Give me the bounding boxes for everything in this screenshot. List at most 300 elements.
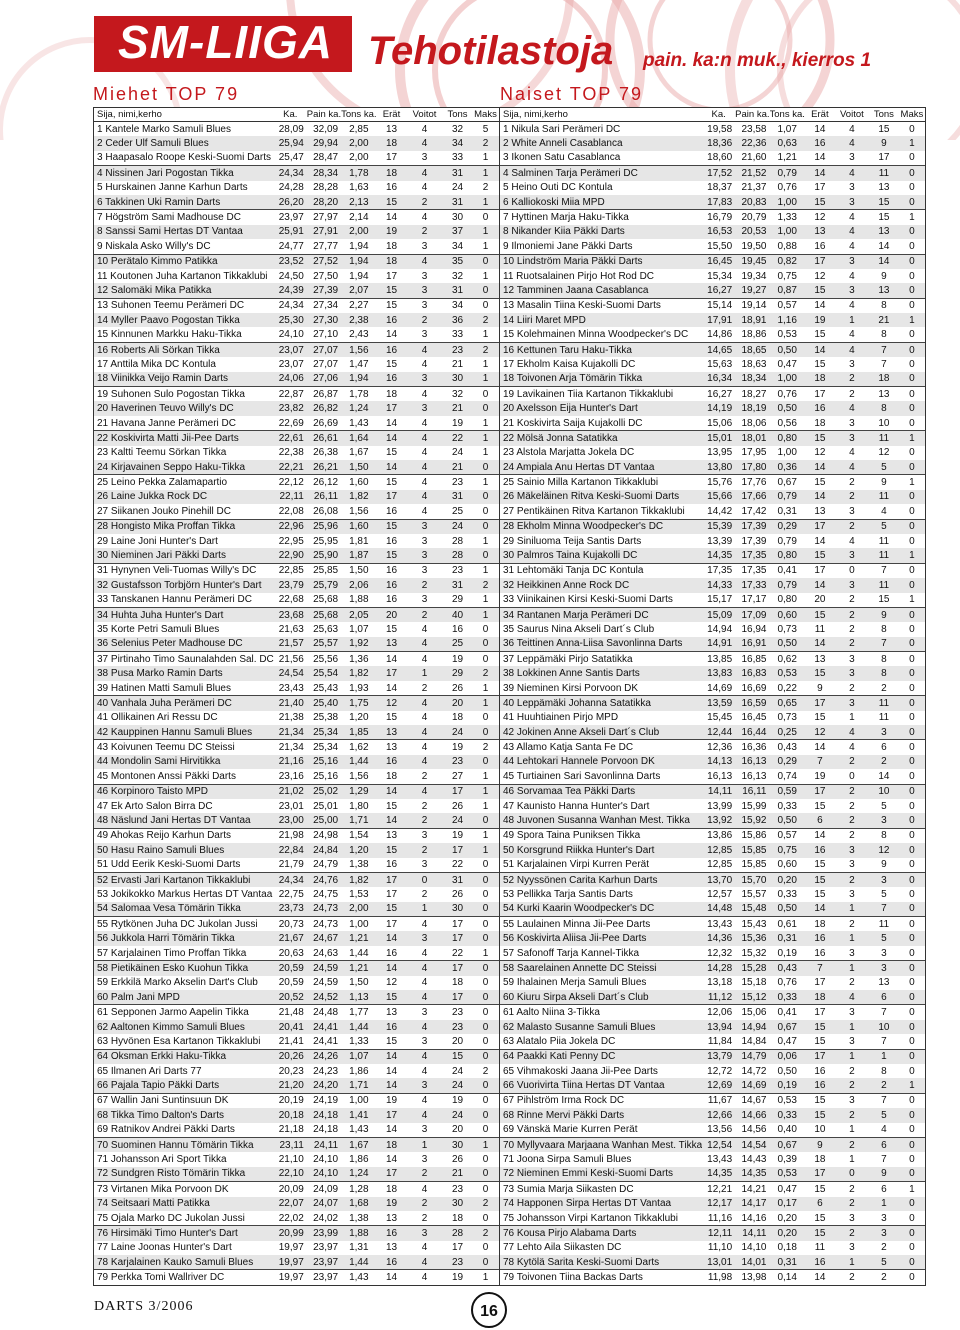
cell-wins: 3 — [421, 329, 428, 341]
cell-weighted-avg: 24,48 — [313, 1007, 339, 1019]
cell-ton-avg: 0,74 — [777, 770, 797, 782]
rank: 51 — [503, 859, 515, 871]
player-name-club: Lehtomäki Tanja DC Kontula — [516, 565, 644, 577]
player-name-club: Koskivirta Saija Kujakolli DC — [516, 417, 643, 429]
player-rank-name-club — [94, 799, 274, 813]
cell-max: 0 — [899, 666, 925, 680]
rank: 33 — [503, 594, 515, 606]
cell-wins: 3 — [421, 1007, 428, 1019]
cell-legs: 14 — [377, 813, 407, 828]
cell-legs: 15 — [814, 477, 826, 489]
table-row — [500, 1034, 925, 1049]
player-rank-name-club — [94, 740, 274, 754]
cell-weighted-avg: 14,11 — [735, 1226, 769, 1240]
cell-avg: 21,63 — [278, 623, 304, 635]
cell-max: 0 — [473, 460, 499, 475]
cell-avg: 20,26 — [274, 1050, 307, 1064]
player-name-club: Axelsson Eija Hunter's Dart — [516, 403, 638, 415]
cell-ton-avg: 0,47 — [777, 1183, 797, 1195]
cell-avg: 20,59 — [278, 977, 304, 989]
cell-ton-avg: 1,71 — [341, 1078, 376, 1093]
rank: 25 — [97, 477, 109, 489]
cell-weighted-avg: 25,01 — [313, 800, 339, 812]
cell-wins: 2 — [849, 1183, 855, 1195]
cell-avg: 24,10 — [278, 329, 304, 341]
cell-ton-avg: 1,00 — [770, 225, 805, 239]
table-row — [500, 136, 925, 150]
player-name-club: Kirjavainen Seppo Haku-Tikka — [110, 461, 246, 473]
cell-max: 1 — [482, 417, 489, 429]
cell-wins: 1 — [407, 902, 443, 917]
cell-legs: 17 — [377, 401, 407, 415]
cell-tons: 25 — [443, 637, 473, 652]
cell-max: 0 — [473, 1167, 499, 1182]
cell-max: 0 — [482, 212, 489, 224]
player-rank-name-club — [94, 225, 274, 239]
rank: 8 — [97, 226, 103, 238]
table-row — [94, 1020, 499, 1034]
rank: 1 — [97, 123, 103, 135]
cell-ton-avg: 1,82 — [341, 490, 376, 504]
cell-tons: 24 — [443, 725, 473, 740]
cell-max: 1 — [473, 225, 499, 239]
cell-ton-avg: 0,19 — [770, 1078, 805, 1093]
player-name-club: Ekholm Kaisa Kujakolli DC — [516, 358, 636, 370]
cell-weighted-avg: 26,12 — [313, 477, 339, 489]
cell-legs: 13 — [385, 123, 398, 135]
cell-avg: 22,75 — [278, 889, 304, 900]
cell-max: 1 — [473, 843, 499, 857]
cell-tons: 2 — [869, 1078, 899, 1093]
cell-ton-avg: 0,43 — [770, 961, 805, 975]
cell-legs: 19 — [377, 1197, 407, 1211]
cell-weighted-avg: 25,34 — [307, 725, 341, 740]
cell-avg: 17,83 — [702, 195, 735, 210]
cell-max: 0 — [482, 1242, 489, 1254]
cell-ton-avg: 1,07 — [341, 1050, 376, 1064]
cell-tons: 7 — [869, 343, 899, 357]
table-row — [94, 666, 499, 680]
cell-wins: 3 — [849, 182, 855, 194]
rank: 67 — [97, 1095, 109, 1107]
player-rank-name-club — [500, 1241, 702, 1255]
player-name-club: Perätalo Kimmo Patikka — [110, 256, 218, 268]
player-rank-name-club — [94, 755, 274, 769]
player-rank-name-club — [500, 283, 702, 298]
player-rank-name-club — [500, 548, 702, 563]
cell-ton-avg: 1,75 — [341, 696, 376, 710]
women-header-row — [500, 108, 925, 122]
cell-legs: 16 — [377, 313, 407, 327]
rank: 60 — [503, 991, 515, 1003]
table-row — [94, 1241, 499, 1255]
cell-ton-avg: 0,33 — [777, 800, 797, 812]
player-rank-name-club — [94, 681, 274, 696]
cell-tons: 3 — [869, 813, 899, 828]
table-row — [94, 1270, 499, 1284]
cell-weighted-avg: 15,06 — [741, 1007, 767, 1019]
player-rank-name-club — [94, 608, 274, 622]
player-name-club: Happonen Sirpa Hertas DT Vantaa — [516, 1198, 672, 1210]
player-name-club: Pihlström Irma Rock DC — [516, 1095, 625, 1107]
cell-weighted-avg: 16,45 — [741, 712, 767, 724]
cell-ton-avg: 2,13 — [341, 195, 376, 210]
table-row — [500, 1094, 925, 1108]
cell-ton-avg: 1,56 — [341, 343, 376, 357]
player-name-club: Aaltonen Kimmo Samuli Blues — [110, 1021, 245, 1033]
cell-avg: 21,10 — [278, 1154, 304, 1166]
cell-legs: 12 — [814, 270, 826, 282]
cell-legs: 14 — [385, 653, 398, 665]
cell-tons: 5 — [869, 460, 899, 475]
cell-legs: 13 — [377, 637, 407, 652]
col-header-avg: Ka. — [274, 108, 307, 122]
table-row — [94, 283, 499, 298]
player-name-club: Alstola Marjatta Jokela DC — [516, 447, 635, 459]
cell-tons: 19 — [451, 417, 464, 429]
table-row — [94, 299, 499, 313]
cell-tons: 17 — [443, 931, 473, 945]
rank: 45 — [97, 770, 109, 782]
table-row — [500, 637, 925, 652]
cell-wins: 2 — [849, 1065, 855, 1077]
cell-avg: 22,10 — [274, 1167, 307, 1182]
cell-legs: 14 — [805, 343, 835, 357]
table-row — [500, 490, 925, 504]
table-row — [94, 622, 499, 636]
cell-weighted-avg: 24,52 — [307, 990, 341, 1005]
cell-legs: 14 — [805, 490, 835, 504]
rank: 58 — [97, 962, 109, 974]
player-name-club: Koivunen Teemu DC Steissi — [110, 742, 235, 754]
cell-weighted-avg: 25,40 — [307, 696, 341, 710]
rank: 7 — [503, 212, 509, 224]
player-name-club: Haapasalo Roope Keski-Suomi Darts — [105, 152, 271, 164]
cell-max: 0 — [899, 1226, 925, 1240]
player-name-club: Pietikäinen Esko Kuohun Tikka — [110, 962, 249, 974]
player-rank-name-club — [94, 1226, 274, 1240]
rank: 49 — [503, 830, 515, 842]
cell-weighted-avg: 24,23 — [313, 1065, 339, 1077]
cell-tons: 1 — [869, 1197, 899, 1211]
cell-weighted-avg: 26,87 — [313, 388, 339, 400]
player-rank-name-club — [500, 564, 702, 578]
cell-max: 5 — [482, 123, 489, 135]
cell-legs: 19 — [805, 313, 835, 327]
cell-tons: 19 — [451, 742, 464, 754]
cell-max: 1 — [482, 565, 489, 577]
cell-ton-avg: 0,53 — [777, 329, 797, 341]
cell-ton-avg: 2,85 — [349, 123, 369, 135]
player-rank-name-club — [94, 372, 274, 387]
cell-weighted-avg: 25,02 — [307, 785, 341, 799]
cell-tons: 33 — [451, 152, 464, 164]
player-rank-name-club — [500, 637, 702, 652]
cell-legs: 9 — [817, 682, 823, 694]
cell-tons: 6 — [869, 990, 899, 1005]
cell-ton-avg: 2,07 — [341, 283, 376, 298]
rank: 36 — [503, 638, 515, 650]
cell-ton-avg: 1,78 — [349, 388, 369, 400]
rank: 54 — [503, 903, 515, 915]
cell-wins: 3 — [421, 1154, 428, 1166]
cell-max: 0 — [909, 505, 915, 517]
cell-wins: 4 — [407, 460, 443, 475]
cell-max: 0 — [473, 873, 499, 887]
table-row — [500, 166, 925, 180]
cell-wins: 4 — [421, 977, 428, 989]
cell-tons: 9 — [869, 136, 899, 150]
player-rank-name-club — [500, 1050, 702, 1064]
cell-weighted-avg: 16,91 — [735, 637, 769, 652]
cell-wins: 4 — [835, 343, 869, 357]
player-rank-name-club — [94, 1123, 274, 1138]
cell-weighted-avg: 14,56 — [741, 1124, 767, 1136]
cell-tons: 15 — [878, 123, 890, 135]
cell-legs: 13 — [385, 1007, 398, 1019]
cell-wins: 3 — [421, 535, 428, 547]
rank: 64 — [503, 1051, 515, 1063]
cell-ton-avg: 0,06 — [770, 1050, 805, 1064]
cell-legs: 14 — [385, 329, 398, 341]
cell-wins: 2 — [835, 1138, 869, 1152]
table-row — [94, 1034, 499, 1049]
cell-legs: 15 — [814, 1212, 826, 1224]
cell-weighted-avg: 28,34 — [307, 166, 341, 180]
table-row — [500, 711, 925, 725]
cell-avg: 23,73 — [274, 902, 307, 917]
table-row — [94, 902, 499, 917]
table-row — [500, 902, 925, 917]
cell-tons: 7 — [881, 565, 887, 577]
cell-tons: 3 — [881, 947, 887, 959]
cell-weighted-avg: 19,34 — [741, 270, 767, 282]
cell-max: 2 — [473, 578, 499, 592]
cell-ton-avg: 0,57 — [777, 830, 797, 842]
cell-ton-avg: 1,00 — [770, 372, 805, 387]
cell-weighted-avg: 14,01 — [735, 1255, 769, 1270]
cell-avg: 16,53 — [702, 225, 735, 239]
cell-ton-avg: 2,43 — [349, 329, 369, 341]
cell-max: 1 — [473, 195, 499, 210]
cell-ton-avg: 1,80 — [349, 800, 369, 812]
cell-weighted-avg: 24,18 — [313, 1124, 339, 1136]
cell-weighted-avg: 25,38 — [313, 712, 339, 724]
table-row — [94, 181, 499, 195]
player-name-club: Kalliokoski Miia MPD — [511, 196, 605, 208]
table-row — [94, 490, 499, 504]
cell-max: 1 — [482, 947, 489, 959]
rank: 6 — [503, 196, 509, 208]
cell-legs: 15 — [805, 666, 835, 680]
player-rank-name-club — [500, 210, 702, 224]
cell-weighted-avg: 26,21 — [307, 460, 341, 475]
cell-avg: 20,52 — [274, 990, 307, 1005]
player-rank-name-club — [94, 1182, 274, 1196]
cell-legs: 18 — [385, 770, 398, 782]
cell-ton-avg: 1,21 — [341, 961, 376, 975]
cell-legs: 13 — [377, 725, 407, 740]
cell-tons: 20 — [451, 1035, 464, 1047]
cell-avg: 24,50 — [278, 270, 304, 282]
cell-weighted-avg: 19,27 — [735, 283, 769, 298]
cell-legs: 14 — [814, 300, 826, 312]
cell-avg: 19,97 — [274, 1255, 307, 1270]
cell-avg: 11,98 — [707, 1272, 733, 1284]
table-row — [94, 681, 499, 696]
cell-tons: 5 — [869, 520, 899, 534]
cell-legs: 15 — [814, 1095, 826, 1107]
cell-wins: 4 — [835, 990, 869, 1005]
player-rank-name-club — [94, 1255, 274, 1270]
women-section-title: Naiset TOP 79 — [500, 84, 644, 104]
rank: 40 — [503, 697, 515, 709]
cell-wins: 3 — [407, 372, 443, 387]
cell-avg: 13,18 — [707, 977, 733, 989]
cell-wins: 4 — [407, 1108, 443, 1122]
cell-max: 0 — [473, 1108, 499, 1122]
player-name-club: Selenius Peter Madhouse DC — [110, 638, 243, 650]
cell-max: 0 — [909, 947, 915, 959]
rank: 56 — [503, 933, 515, 945]
cell-max: 0 — [909, 623, 915, 635]
cell-avg: 12,54 — [702, 1138, 735, 1152]
col-header-wins: Voitot — [835, 108, 869, 122]
player-name-club: Korte Petri Samuli Blues — [110, 623, 220, 635]
rank: 31 — [97, 565, 109, 577]
cell-ton-avg: 0,82 — [770, 255, 805, 269]
player-name-club: Pusa Marko Ramin Darts — [110, 668, 223, 680]
player-rank-name-club — [94, 343, 274, 357]
player-name-club: Hyttinen Marja Haku-Tikka — [511, 212, 629, 224]
cell-wins: 4 — [835, 136, 869, 150]
player-name-club: Toivonen Arja Tömärin Tikka — [516, 373, 643, 385]
player-rank-name-club — [500, 166, 702, 180]
cell-max: 1 — [482, 358, 489, 370]
cell-legs: 16 — [377, 1255, 407, 1270]
cell-legs: 16 — [385, 594, 398, 606]
cell-wins: 3 — [421, 830, 428, 842]
cell-avg: 21,41 — [278, 1035, 304, 1047]
cell-wins: 2 — [407, 1167, 443, 1182]
player-rank-name-club — [94, 446, 274, 460]
cell-avg: 14,94 — [707, 623, 733, 635]
table-row — [500, 269, 925, 283]
cell-legs: 17 — [377, 1108, 407, 1122]
cell-ton-avg: 0,29 — [770, 755, 805, 769]
rank: 29 — [97, 535, 109, 547]
rank: 31 — [503, 565, 515, 577]
cell-weighted-avg: 27,34 — [313, 300, 339, 312]
player-name-club: Ojala Marko DC Jukolan Jussi — [110, 1212, 245, 1224]
cell-tons: 23 — [443, 343, 473, 357]
cell-avg: 20,59 — [274, 961, 307, 975]
cell-wins: 3 — [835, 255, 869, 269]
rank: 73 — [503, 1183, 515, 1195]
player-name-club: Sepponen Jarmo Aapelin Tikka — [110, 1007, 249, 1019]
cell-tons: 7 — [881, 1007, 887, 1019]
cell-avg: 12,11 — [702, 1226, 735, 1240]
cell-legs: 15 — [805, 1226, 835, 1240]
rank: 34 — [503, 609, 515, 621]
player-name-club: Turtiainen Sari Savonlinna Darts — [516, 770, 661, 782]
player-rank-name-club — [94, 887, 274, 901]
player-name-club: Suhonen Teemu Perämeri DC — [110, 300, 245, 312]
player-name-club: Salomaa Vesa Tömärin Tikka — [110, 903, 241, 915]
cell-wins: 4 — [421, 947, 428, 959]
player-rank-name-club — [94, 210, 274, 224]
cell-tons: 31 — [443, 283, 473, 298]
player-rank-name-club — [500, 122, 702, 137]
cell-tons: 9 — [881, 859, 887, 871]
rank: 12 — [97, 284, 109, 296]
cell-ton-avg: 0,60 — [770, 608, 805, 622]
cell-max: 0 — [482, 1212, 489, 1224]
cell-legs: 14 — [814, 535, 826, 547]
cell-max: 0 — [909, 152, 915, 164]
player-rank-name-club — [94, 1020, 274, 1034]
table-row — [94, 372, 499, 387]
cell-legs: 15 — [385, 1035, 398, 1047]
player-rank-name-club — [500, 931, 702, 945]
cell-ton-avg: 0,76 — [777, 388, 797, 400]
cell-weighted-avg: 17,17 — [741, 594, 767, 606]
cell-tons: 28 — [443, 1226, 473, 1240]
cell-max: 2 — [473, 1197, 499, 1211]
table-row — [500, 1005, 925, 1019]
cell-legs: 14 — [385, 682, 398, 694]
cell-ton-avg: 0,56 — [777, 417, 797, 429]
table-row — [94, 946, 499, 961]
cell-ton-avg: 1,67 — [341, 1138, 376, 1152]
cell-wins: 4 — [835, 225, 869, 239]
cell-tons: 11 — [869, 166, 899, 180]
cell-max: 1 — [482, 447, 489, 459]
player-rank-name-club — [500, 666, 702, 680]
rank: 78 — [97, 1256, 109, 1268]
player-name-club: Allamo Katja Santa Fe DC — [516, 742, 634, 754]
cell-legs: 17 — [385, 889, 398, 900]
cell-weighted-avg: 14,21 — [741, 1183, 767, 1195]
cell-tons: 14 — [878, 240, 890, 252]
player-rank-name-club — [500, 785, 702, 799]
player-rank-name-club — [94, 858, 274, 873]
rank: 37 — [97, 653, 109, 665]
rank: 65 — [97, 1065, 109, 1077]
cell-tons: 26 — [451, 1154, 464, 1166]
cell-tons: 8 — [881, 653, 887, 665]
cell-avg: 22,61 — [274, 431, 307, 445]
cell-ton-avg: 0,31 — [770, 1255, 805, 1270]
cell-weighted-avg: 18,19 — [735, 401, 769, 415]
player-name-club: Korsgrund Riikka Hunter's Dart — [516, 844, 655, 856]
player-rank-name-club — [500, 387, 702, 401]
cell-tons: 15 — [869, 195, 899, 210]
rank: 28 — [503, 521, 515, 533]
cell-wins: 4 — [849, 123, 855, 135]
cell-tons: 11 — [878, 712, 890, 724]
rank: 73 — [97, 1183, 109, 1195]
table-row — [500, 976, 925, 990]
player-rank-name-club — [500, 446, 702, 460]
cell-weighted-avg: 16,85 — [741, 653, 767, 665]
cell-max: 0 — [909, 830, 915, 842]
cell-tons: 26 — [451, 682, 464, 694]
rank: 62 — [97, 1021, 109, 1033]
cell-wins: 1 — [849, 1124, 855, 1136]
player-name-club: Rytkönen Juha DC Jukolan Jussi — [110, 918, 258, 930]
cell-weighted-avg: 25,63 — [313, 623, 339, 635]
